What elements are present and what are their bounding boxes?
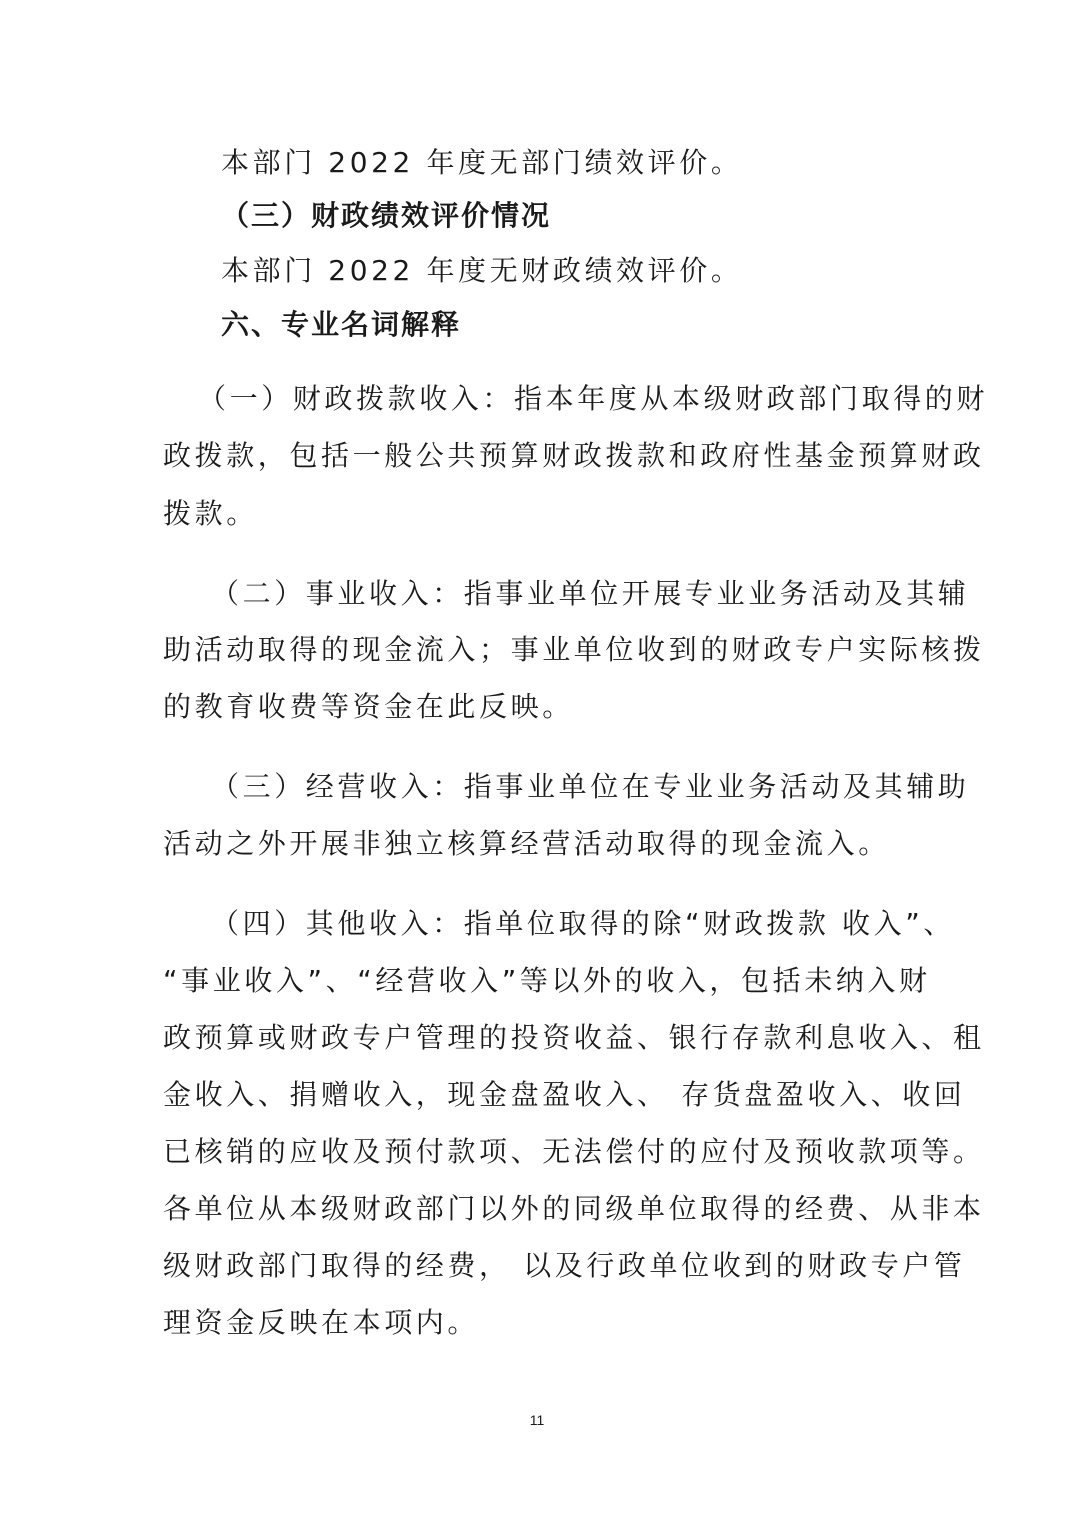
text-line: （二）事业收入：指事业单位开展专业业务活动及其辅 bbox=[211, 577, 970, 610]
text-line: 理资金反映在本项内。 bbox=[163, 1306, 480, 1339]
text-line: 本部门 2022 年度无部门绩效评价。 bbox=[221, 146, 743, 179]
text-line: 级财政部门取得的经费， 以及行政单位收到的财政专户管 bbox=[163, 1249, 966, 1282]
text-line: 的教育收费等资金在此反映。 bbox=[163, 690, 574, 723]
text-line: 活动之外开展非独立核算经营活动取得的现金流入。 bbox=[163, 827, 890, 860]
text-line: 政预算或财政专户管理的投资收益、银行存款利息收入、租 bbox=[163, 1021, 985, 1054]
text-line: 拨款。 bbox=[163, 497, 258, 530]
text-line: （四）其他收入：指单位取得的除“财政拨款 收入”、 bbox=[211, 907, 955, 940]
text-line: （一）财政拨款收入：指本年度从本级财政部门取得的财 bbox=[198, 382, 989, 415]
page-number: 11 bbox=[529, 1412, 545, 1428]
text-line: 已核销的应收及预付款项、无法偿付的应付及预收款项等。 bbox=[163, 1135, 985, 1168]
text-line: （三）经营收入：指事业单位在专业业务活动及其辅助 bbox=[211, 770, 970, 803]
text-line: 金收入、捐赠收入，现金盘盈收入、 存货盘盈收入、收回 bbox=[163, 1078, 966, 1111]
text-line: 各单位从本级财政部门以外的同级单位取得的经费、从非本 bbox=[163, 1192, 985, 1225]
text-line: 助活动取得的现金流入；事业单位收到的财政专户实际核拨 bbox=[163, 633, 985, 666]
text-line: 本部门 2022 年度无财政绩效评价。 bbox=[221, 254, 743, 287]
text-line: “事业收入”、“经营收入”等以外的收入，包括未纳入财 bbox=[163, 964, 931, 997]
text-line: 政拨款，包括一般公共预算财政拨款和政府性基金预算财政 bbox=[163, 439, 985, 472]
section-heading: 六、专业名词解释 bbox=[221, 308, 462, 341]
section-heading: （三）财政绩效评价情况 bbox=[221, 199, 552, 232]
